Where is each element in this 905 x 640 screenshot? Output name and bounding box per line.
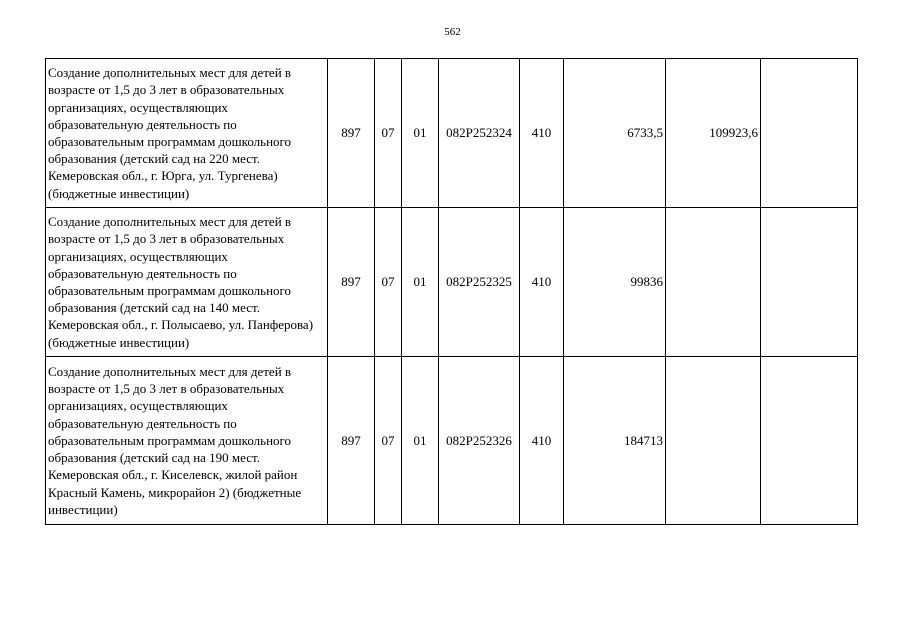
amount-2 xyxy=(666,208,761,357)
row-description: Создание дополнительных мест для детей в возрасте от 1,5 до 3 лет в образовательных организациях, осуществляющих образовательную деятельность по образовательным программам дошкольного образования (детский сад на 220 мест. Кемеровская обл., г. Юрга, ул. Тургенева) (бюджетные инвестиции) xyxy=(46,59,328,208)
section-code: 07 xyxy=(375,357,402,525)
ministry-code: 897 xyxy=(328,357,375,525)
amount-3 xyxy=(761,59,858,208)
subsection-code: 01 xyxy=(402,208,439,357)
amount-1: 184713 xyxy=(564,357,666,525)
amount-3 xyxy=(761,208,858,357)
section-code: 07 xyxy=(375,59,402,208)
amount-2: 109923,6 xyxy=(666,59,761,208)
amount-2 xyxy=(666,357,761,525)
target-article-code: 082P252324 xyxy=(439,59,520,208)
expense-type-code: 410 xyxy=(520,59,564,208)
subsection-code: 01 xyxy=(402,357,439,525)
ministry-code: 897 xyxy=(328,208,375,357)
table-row xyxy=(46,208,858,357)
budget-table xyxy=(45,58,858,525)
section-code: 07 xyxy=(375,208,402,357)
row-description: Создание дополнительных мест для детей в возрасте от 1,5 до 3 лет в образовательных организациях, осуществляющих образовательную деятельность по образовательным программам дошкольного образования (детский сад на 140 мест. Кемеровская обл., г. Полысаево, ул. Панферова) (бюджетные инвестиции) xyxy=(46,208,328,357)
target-article-code: 082P252325 xyxy=(439,208,520,357)
table-row xyxy=(46,357,858,525)
amount-1: 99836 xyxy=(564,208,666,357)
table-row xyxy=(46,59,858,208)
expense-type-code: 410 xyxy=(520,357,564,525)
target-article-code: 082P252326 xyxy=(439,357,520,525)
amount-3 xyxy=(761,357,858,525)
row-description: Создание дополнительных мест для детей в возрасте от 1,5 до 3 лет в образовательных организациях, осуществляющих образовательную деятельность по образовательным программам дошкольного образования (детский сад на 190 мест. Кемеровская обл., г. Киселевск, жилой район Красный Камень, микрорайон 2) (бюджетные инвестиции) xyxy=(46,357,328,525)
subsection-code: 01 xyxy=(402,59,439,208)
page-number: 562 xyxy=(444,26,461,38)
amount-1: 6733,5 xyxy=(564,59,666,208)
ministry-code: 897 xyxy=(328,59,375,208)
expense-type-code: 410 xyxy=(520,208,564,357)
